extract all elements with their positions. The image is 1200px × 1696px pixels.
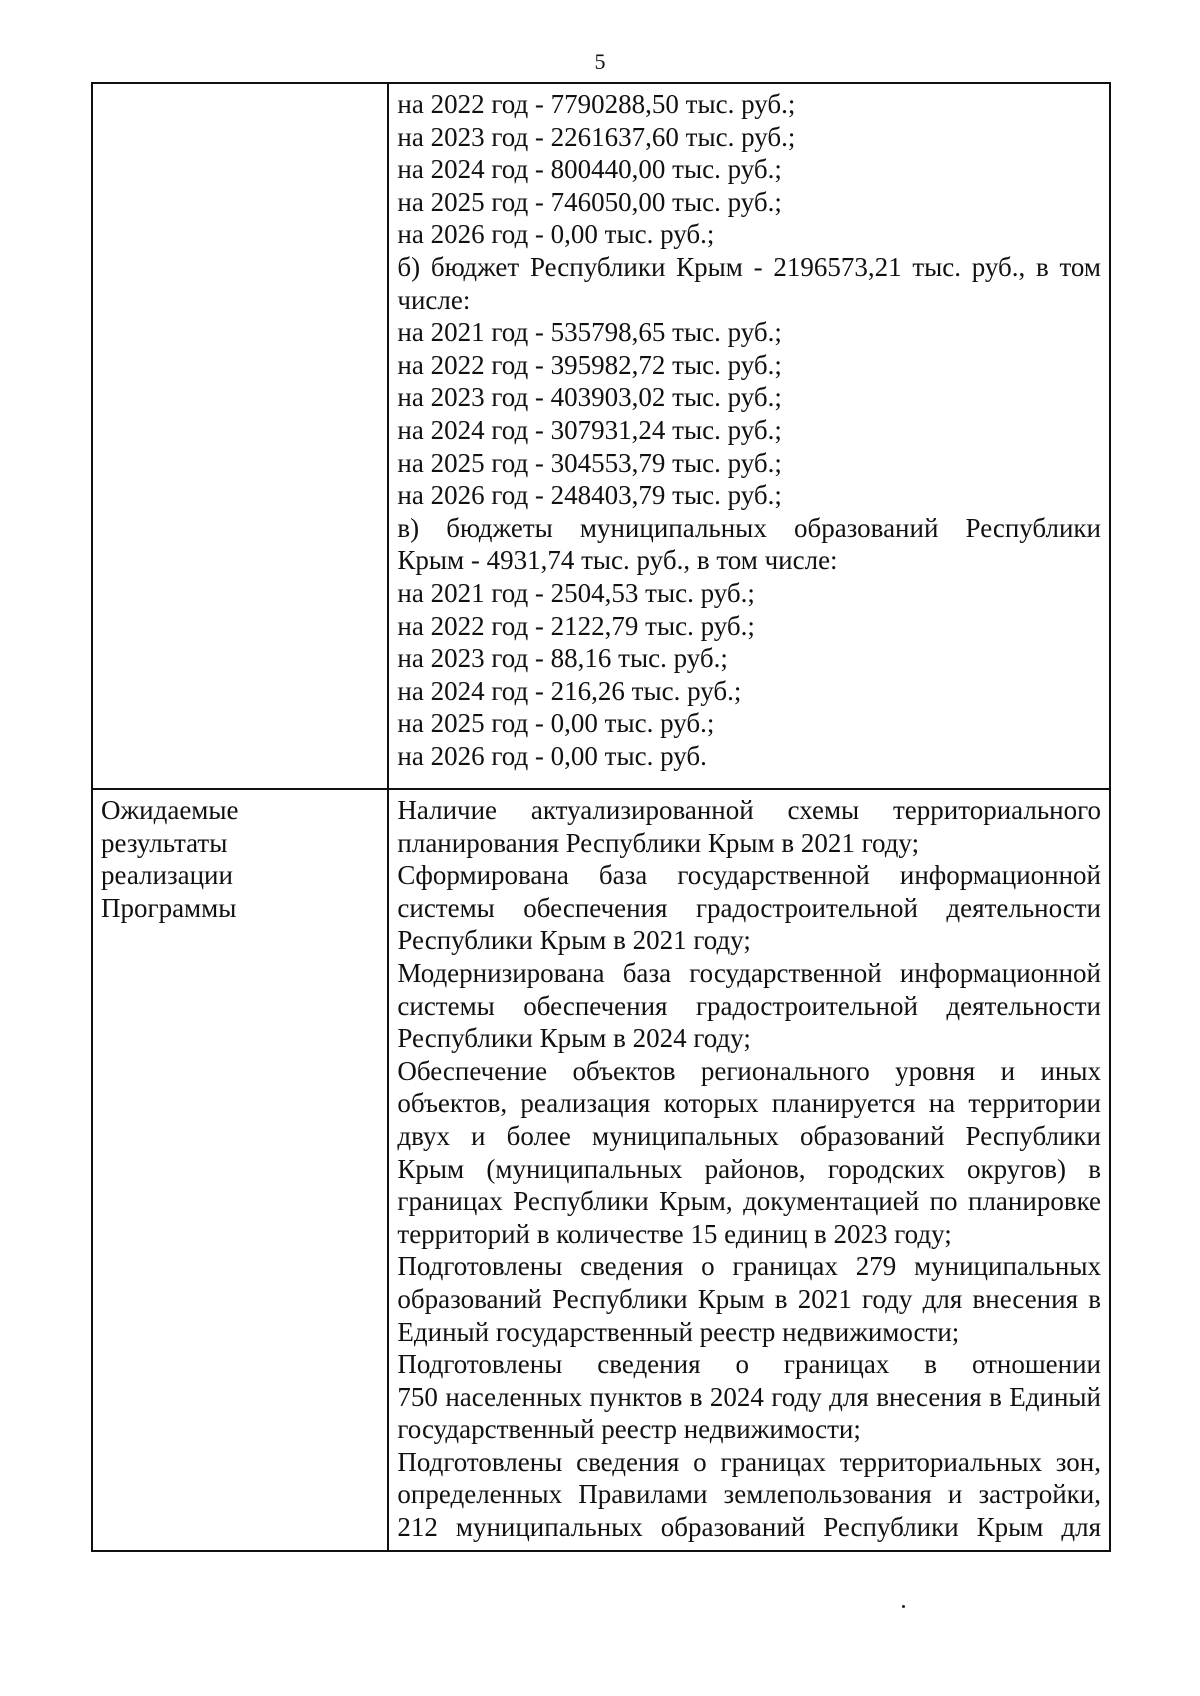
result-line: системы обеспечения градостроительной деятельности: [397, 892, 1101, 923]
expected-results-content-cell: [388, 789, 1110, 1551]
result-line: границах Республики Крым, документацией по планировке: [397, 1186, 1101, 1217]
funding-line: на 2023 год - 403903,02 тыс. руб.;: [397, 382, 782, 413]
funding-line: на 2024 год - 800440,00 тыс. руб.;: [397, 154, 782, 185]
result-line: системы обеспечения градостроительной деятельности: [397, 990, 1101, 1021]
funding-label-cell: [92, 83, 388, 789]
row-label-line: Программы: [101, 892, 237, 923]
funding-line: на 2022 год - 2122,79 тыс. руб.;: [397, 610, 755, 641]
expected-results-label-cell: [92, 789, 388, 1551]
result-line: государственный реестр недвижимости;: [397, 1414, 861, 1445]
result-line: Подготовлены сведения о границах 279 муниципальных: [397, 1251, 1101, 1282]
funding-line: на 2026 год - 0,00 тыс. руб.;: [397, 219, 715, 250]
result-line: 212 муниципальных образований Республики Крым для: [397, 1512, 1101, 1543]
funding-row: [92, 83, 1110, 789]
result-line: Подготовлены сведения о границах в отношении: [397, 1349, 1101, 1380]
result-line: двух и более муниципальных образований Республики: [397, 1120, 1101, 1151]
funding-line: на 2025 год - 746050,00 тыс. руб.;: [397, 186, 782, 217]
funding-line: в) бюджеты муниципальных образований Республики: [397, 512, 1101, 543]
funding-line: на 2021 год - 535798,65 тыс. руб.;: [397, 317, 782, 348]
funding-line: Крым - 4931,74 тыс. руб., в том числе:: [397, 545, 838, 576]
funding-line: на 2025 год - 0,00 тыс. руб.;: [397, 708, 715, 739]
result-line: территорий в количестве 15 единиц в 2023 году;: [397, 1218, 952, 1249]
result-line: Республики Крым в 2024 году;: [397, 1023, 751, 1054]
result-line: образований Республики Крым в 2021 году для внесения в: [397, 1283, 1101, 1314]
result-line: определенных Правилами землепользования и застройки,: [397, 1479, 1101, 1510]
funding-line: на 2023 год - 88,16 тыс. руб.;: [397, 643, 728, 674]
funding-line: на 2024 год - 307931,24 тыс. руб.;: [397, 414, 782, 445]
funding-line: на 2026 год - 0,00 тыс. руб.: [397, 740, 707, 771]
result-line: объектов, реализация которых планируется на территории: [397, 1088, 1101, 1119]
funding-line: числе:: [397, 284, 471, 315]
expected-results-row: [92, 789, 1110, 1551]
scan-speck: [902, 1605, 905, 1608]
result-line: Подготовлены сведения о границах территориальных зон,: [397, 1446, 1101, 1477]
funding-line: на 2021 год - 2504,53 тыс. руб.;: [397, 577, 755, 608]
result-line: Республики Крым в 2021 году;: [397, 925, 751, 956]
result-line: Модернизирована база государственной информационной: [397, 957, 1101, 988]
funding-line: б) бюджет Республики Крым - 2196573,21 тыс. руб., в том: [397, 251, 1101, 282]
funding-line: на 2023 год - 2261637,60 тыс. руб.;: [397, 121, 796, 152]
funding-line: на 2026 год - 248403,79 тыс. руб.;: [397, 480, 782, 511]
result-line: планирования Республики Крым в 2021 году;: [397, 827, 920, 858]
program-passport-table: [91, 82, 1111, 1552]
result-line: Единый государственный реестр недвижимости;: [397, 1316, 960, 1347]
result-line: Наличие актуализированной схемы территориального: [397, 795, 1101, 825]
result-line: Крым (муниципальных районов, городских округов) в: [397, 1153, 1101, 1184]
result-line: Обеспечение объектов регионального уровня и иных: [397, 1055, 1101, 1086]
result-line: Сформирована база государственной информационной: [397, 860, 1101, 891]
page-number: 5: [594, 49, 606, 74]
funding-line: на 2024 год - 216,26 тыс. руб.;: [397, 675, 742, 706]
funding-line: на 2022 год - 395982,72 тыс. руб.;: [397, 349, 782, 380]
row-label-line: результаты: [101, 827, 228, 858]
row-label-line: реализации: [101, 860, 233, 891]
funding-line: на 2025 год - 304553,79 тыс. руб.;: [397, 447, 782, 478]
result-line: 750 населенных пунктов в 2024 году для внесения в Единый: [397, 1381, 1101, 1412]
funding-line: на 2022 год - 7790288,50 тыс. руб.;: [397, 89, 796, 119]
row-label-line: Ожидаемые: [101, 795, 239, 825]
funding-content-cell: [388, 83, 1110, 789]
